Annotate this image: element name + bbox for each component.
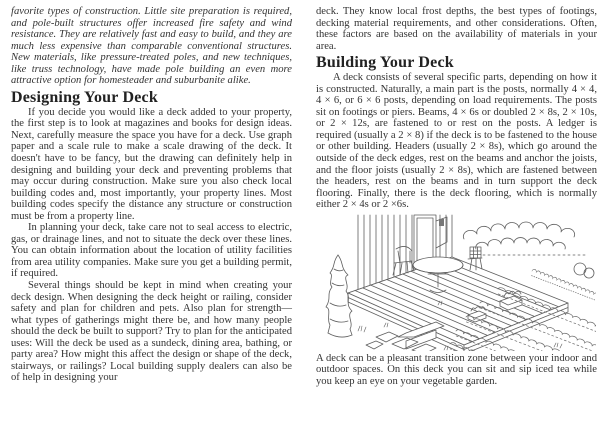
two-column-layout: [11, 6, 596, 387]
body-paragraph: If you decide you would like a deck added to your property, the first step is to look at magazines and books for design ideas. Next, carefully measure the space you have for a deck. Use graph paper and a scale rule to make a scale drawing of the deck. It doesn't have to be fancy, but the drawing can definitely help in designing and building your deck and preventing problems that may occur during construction. Make sure you also check local building codes and, most importantly, your property lines. Most building codes specify the distance any structure or construction must be from a property line.: [11, 106, 292, 222]
body-paragraph: A deck consists of several specific parts, depending on how it is constructed. Naturally, a main part is the posts, normally 4 × 4, 4 × 6, or 6 × 6 posts, depending on load requirements. The posts sit on footings or piers. Beams, 4 × 6s or doubled 2 × 8s, 2 × 10s, or 2 × 12s, are fastened to or rest on the posts. A ledger is required (usually a 2 × 8) if the deck is to be fastened to the house or other building. Headers (usually 2 × 8s), which go around the outside of the deck edges, rest on the beams and anchor the joists, and the floor joists (usually 2 × 8s), which are fastened between the headers, rest on the beams and in turn support the deck flooring. Finally, there is the deck flooring, which is normally either 2 × 4s or 2 ×6s.: [316, 72, 597, 211]
deck-illustration: [318, 213, 596, 351]
left-column: [11, 6, 292, 387]
shrub: [326, 255, 352, 337]
continued-italic-paragraph: favorite types of construction. Little site preparation is required, and pole-built structures offer increased fire safety and wind resistance. They are relatively fast and easy to build, and they are much less expensive than comparable conventional structures. New materials, like pressure-treated poles, and new techniques, like truss technology, have made pole building an even more attractive option for homesteader and suburbanite alike.: [11, 6, 292, 87]
body-paragraph: Several things should be kept in mind when creating your deck design. When designing the deck height or railing, consider safety and plan for children and pets. Also plan for strength—what types of gatherings might there be, and how many people should the deck be built to support? Try to plan for the anticipated uses: Will the deck be used as a sundeck, dining area, bathing, or party area? How might this affect the design or shape of the deck, stairways, or railings? Local building supply dealers can also be of help in designing your: [11, 280, 292, 384]
right-column: [316, 6, 597, 387]
chair-left: [393, 246, 414, 275]
body-paragraph: In planning your deck, take care not to seal access to electric, gas, or drainage lines, and not to situate the deck over these lines. You can obtain information about the location of utility facilities from area utility companies. Make sure you get a building permit, if required.: [11, 222, 292, 280]
section-heading-building-your-deck: Building Your Deck: [316, 54, 454, 72]
deck-figure: [316, 213, 597, 388]
section-heading-designing-your-deck: Designing Your Deck: [11, 88, 158, 106]
continued-paragraph: deck. They know local frost depths, the best types of footings, decking material requirements, and other considerations. Often, these factors are based on the availability of materials in your area.: [316, 6, 597, 52]
figure-caption: A deck can be a pleasant transition zone between your indoor and outdoor spaces. On this deck you can sit and sip iced tea while you keep an eye on your vegetable garden.: [316, 352, 597, 387]
